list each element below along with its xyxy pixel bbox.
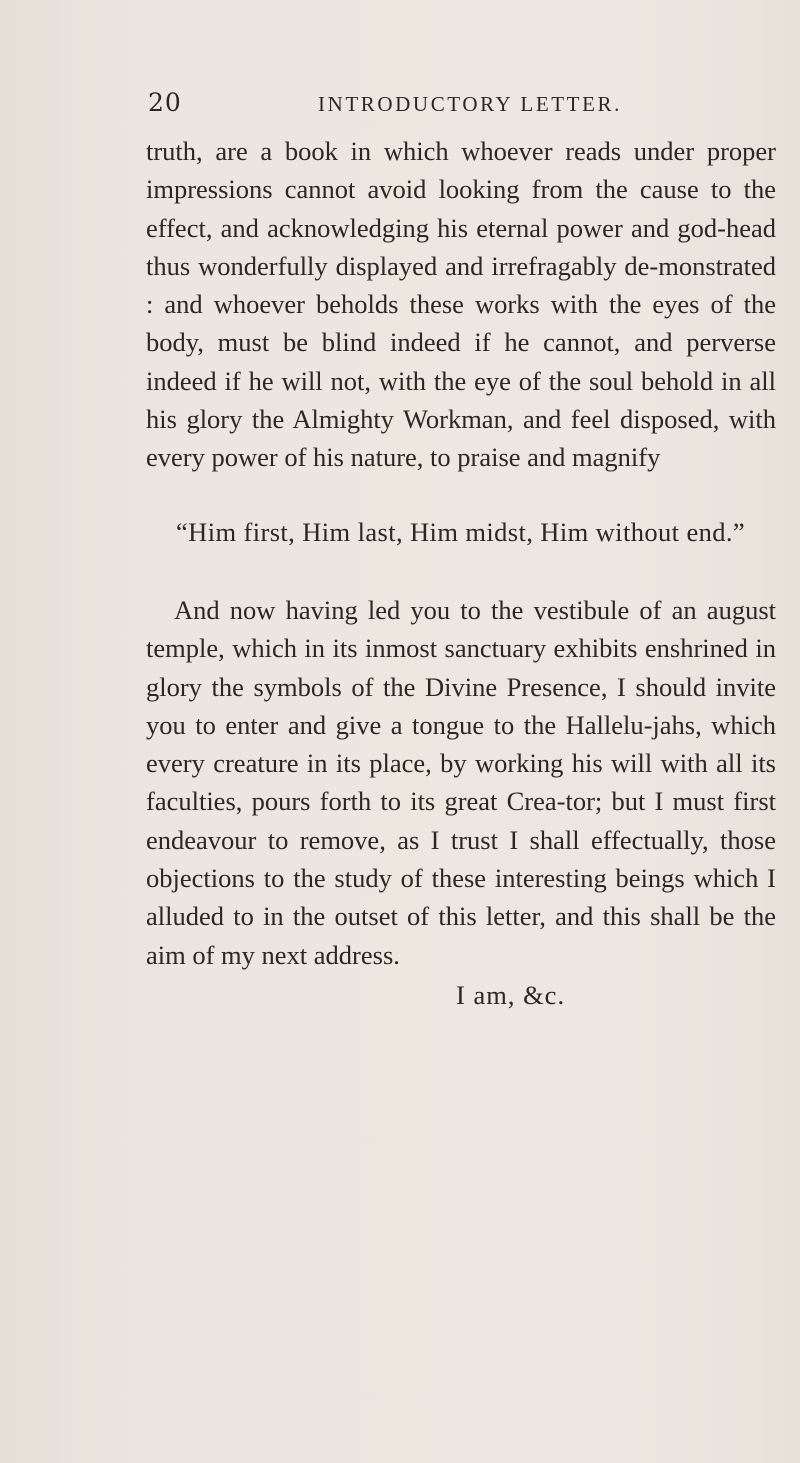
quotation-line: “Him first, Him last, Him midst, Him without end.” xyxy=(176,516,746,547)
paragraph-continuation: truth, are a book in which whoever reads under proper impressions cannot avoid looking from the cause to the effect, and acknowledging his eternal power and god-head thus wonderfully displayed and irrefragably de-monstrated : and whoever beholds these works with the eyes of the body, must be blind indeed if he cannot, and perverse indeed if he will not, with the eye of the soul behold in all his glory the Almighty Workman, and feel disposed, with every power of his nature, to praise and magnify xyxy=(146,136,776,473)
page-number: 20 xyxy=(148,88,182,117)
letter-signoff: I am, &c. xyxy=(456,979,566,1010)
body-text xyxy=(146,132,776,1014)
paragraph-main: And now having led you to the vestibule of an august temple, which in its inmost sanctuary exhibits enshrined in glory the symbols of the Divine Presence, I should invite you to enter and give a tongue to the Hallelu-jahs, which every creature in its place, by working his will with all its faculties, pours forth to its great Crea-tor; but I must first endeavour to remove, as I trust I shall effectually, those objections to the study of these interesting beings which I alluded to in the outset of this letter, and this shall be the aim of my next address. xyxy=(146,594,776,970)
running-title: INTRODUCTORY LETTER. xyxy=(318,92,622,116)
page-header xyxy=(0,88,800,128)
